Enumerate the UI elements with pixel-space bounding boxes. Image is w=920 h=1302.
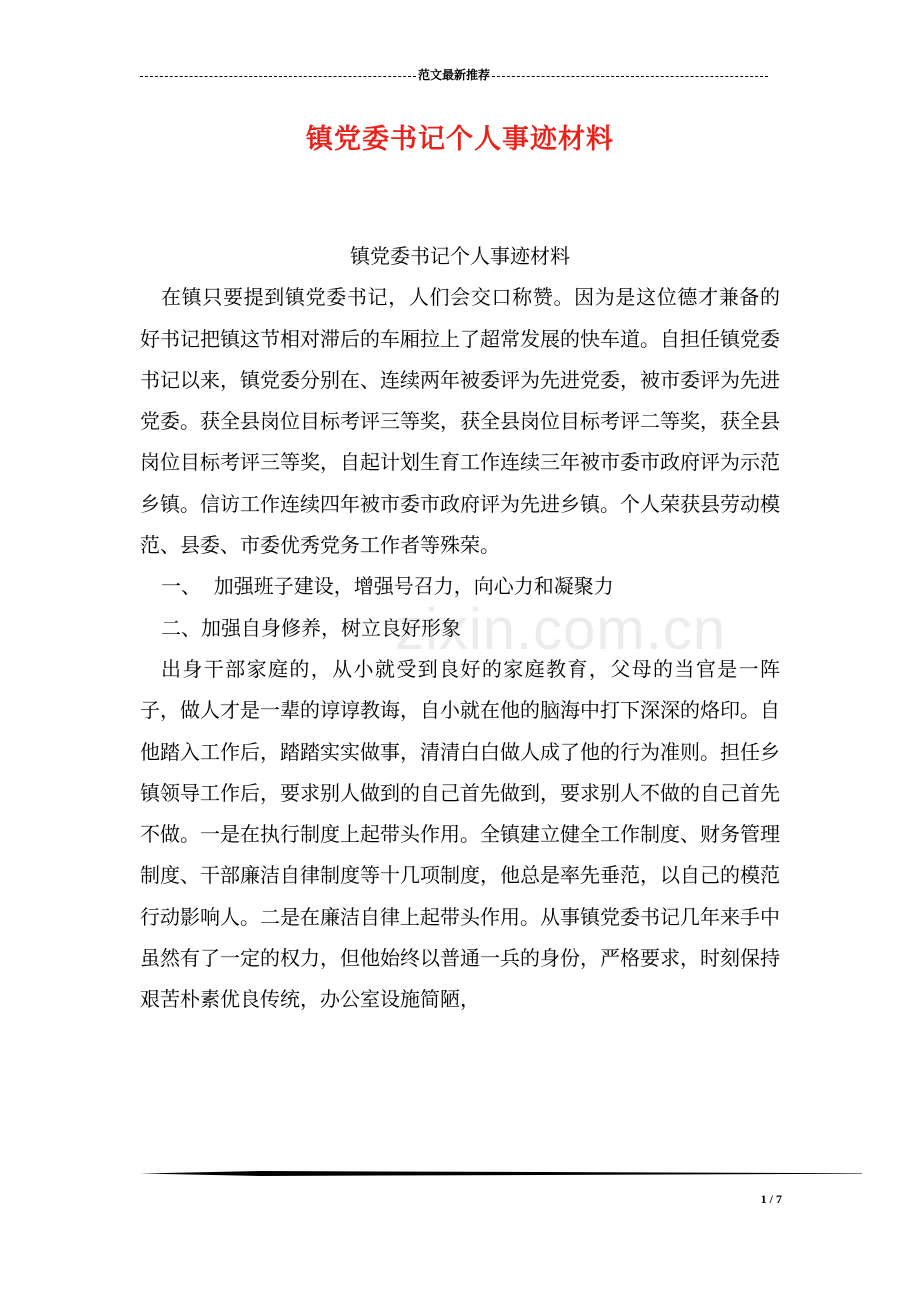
document-body [140, 236, 780, 1021]
page-header [140, 64, 768, 86]
section-heading-2: 二、加强自身修养，树立良好形象 [161, 615, 461, 640]
header-label: 范文最新推荐 [418, 68, 491, 82]
document-title: 镇党委书记个人事迹材料 [306, 124, 614, 155]
section-heading-1: 一、 加强班子建设，增强号召力，向心力和凝聚力 [161, 574, 614, 599]
watermark: zixin.com.cn [395, 597, 727, 662]
body-paragraph: 出身干部家庭的，从小就受到良好的家庭教育，父母的当官是一阵子，做人才是一辈的谆谆教诲，自小就在他的脑海中打下深深的烙印。自他踏入工作后，踏踏实实做事，清清白白做人成了他的行为准则。担任乡镇领导工作后，要求别人做到的自己首先做到，要求别人不做的自己首先不做。一是在执行制度上起带头作用。全镇建立健全工作制度、财务管理制度、干部廉洁自律制度等十几项制度，他总是率先垂范，以自己的模范行动影响人。二是在廉洁自律上起带头作用。从事镇党委书记几年来手中虽然有了一定的权力，但他始终以普通一兵的身份，严格要求，时刻保持艰苦朴素优良传统，办公室设施简陋， [140, 656, 780, 1012]
page-number: 1 / 7 [760, 1192, 782, 1206]
document-subtitle: 镇党委书记个人事迹材料 [350, 244, 570, 268]
header-dash-right [492, 76, 768, 77]
footer-rule [140, 1170, 862, 1177]
header-dash-left [140, 76, 416, 77]
body-paragraph: 在镇只要提到镇党委书记，人们会交口称赞。因为是这位德才兼备的好书记把镇这节相对滞后的车厢拉上了超常发展的快车道。自担任镇党委书记以来，镇党委分别在、连续两年被委评为先进党委，被市委评为先进党委。获全县岗位目标考评三等奖，获全县岗位目标考评二等奖，获全县岗位目标考评三等奖，自起计划生育工作连续三年被市委市政府评为示范乡镇。信访工作连续四年被市委市政府评为先进乡镇。个人荣获县劳动模范、县委、市委优秀党务工作者等殊荣。 [140, 285, 780, 558]
